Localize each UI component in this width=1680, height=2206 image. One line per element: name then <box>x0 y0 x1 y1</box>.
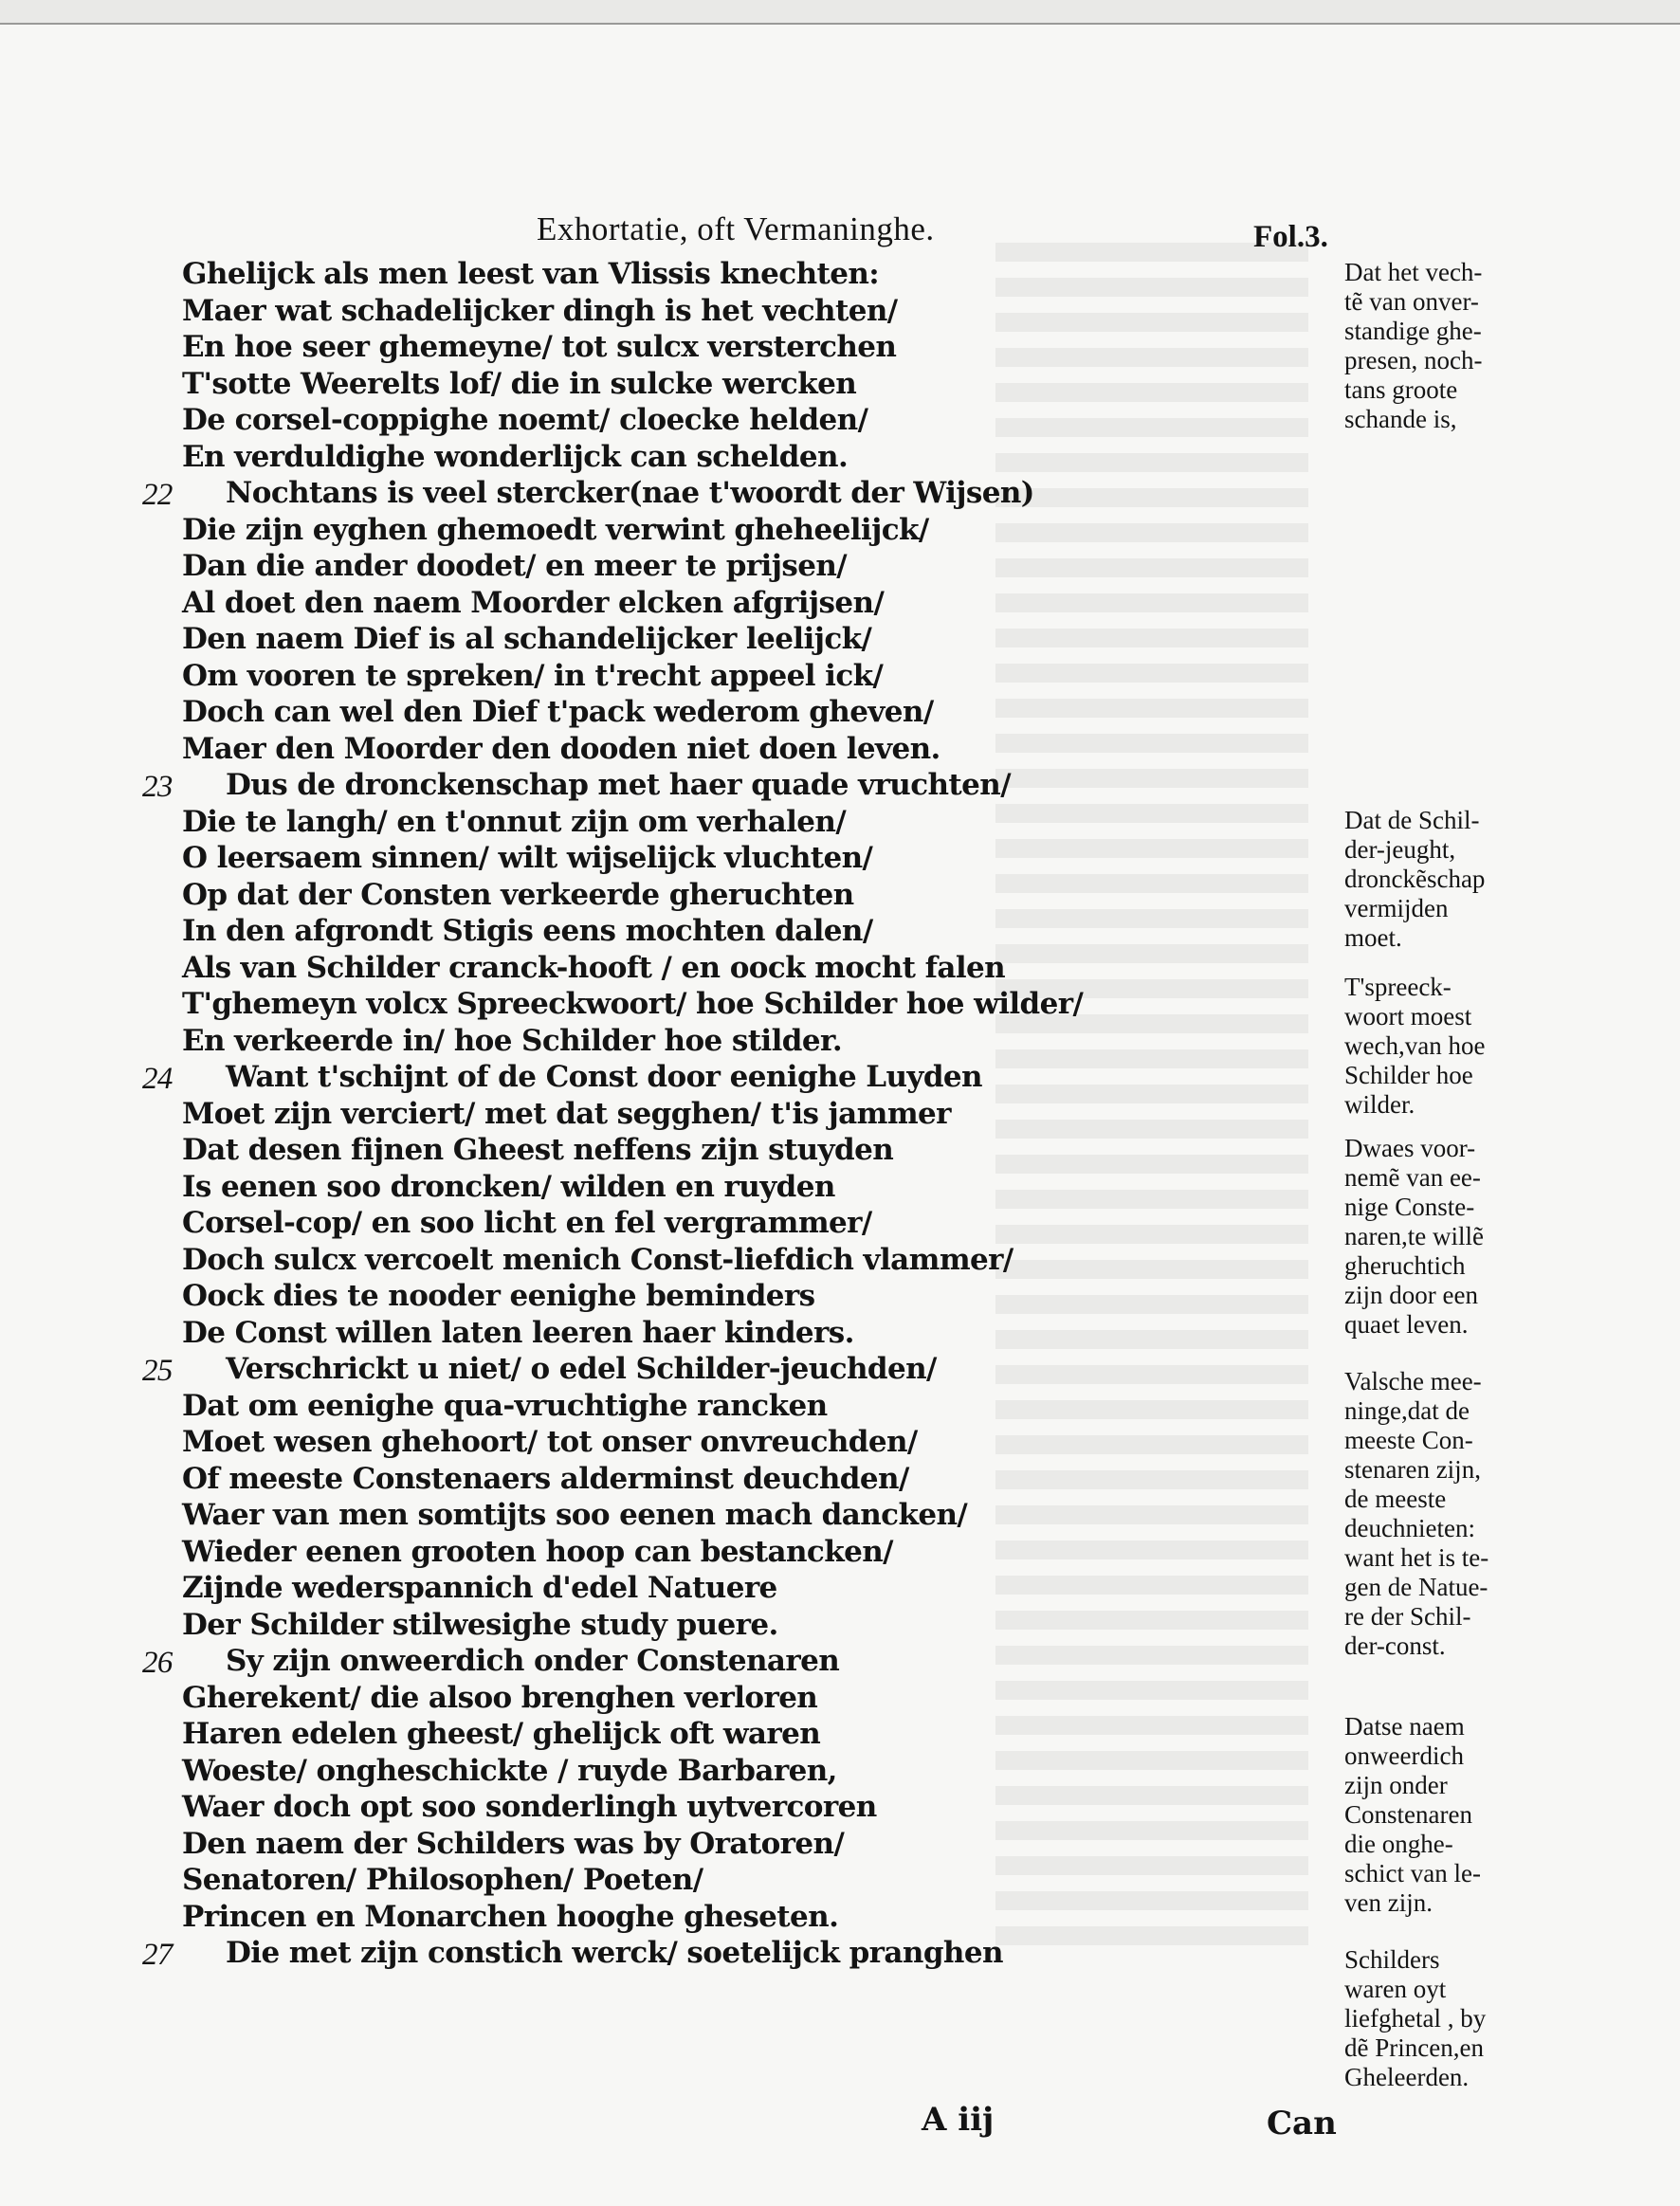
margin-note <box>1344 258 1543 434</box>
margin-note-line: Schilder hoe <box>1344 1061 1473 1089</box>
text-line <box>142 913 1071 950</box>
text-line <box>142 1570 1071 1607</box>
text-line <box>142 439 1071 476</box>
line-text: Den naem Dief is al schandelijcker leelijck/ <box>182 622 872 656</box>
text-line <box>142 1680 1071 1717</box>
margin-note-line: tẽ van onver- <box>1344 287 1479 316</box>
margin-note-line: T'spreeck- <box>1344 973 1452 1001</box>
line-text: Die te langh/ en t'onnut zijn om verhalen/ <box>182 804 847 839</box>
margin-note-line: Gheleerden. <box>1344 2063 1470 2091</box>
text-line <box>142 1278 1071 1315</box>
line-text: Senatoren/ Philosophen/ Poeten/ <box>182 1863 703 1897</box>
line-text: Op dat der Consten verkeerde gheruchten <box>182 877 854 912</box>
text-line <box>142 1059 1071 1096</box>
main-text-block <box>142 256 1084 1972</box>
margin-note-line: presen, noch- <box>1344 346 1483 374</box>
line-text: Dus de dronckenschap met haer quade vruchten/ <box>226 768 1011 802</box>
running-title: Exhortatie, oft Vermaninghe. <box>537 210 935 247</box>
line-text: Doch sulcx vercoelt menich Const-liefdich vlammer/ <box>182 1242 1013 1277</box>
line-text: En verduldighe wonderlijck can schelden. <box>182 439 849 474</box>
line-text: Dat desen fijnen Gheest neffens zijn stuyden <box>182 1133 894 1167</box>
margin-note <box>1344 1945 1543 2092</box>
margin-note-line: de meeste <box>1344 1485 1447 1513</box>
text-line <box>142 1461 1071 1498</box>
line-text: Wieder eenen grooten hoop can bestancken/ <box>182 1534 893 1569</box>
line-text: De corsel-coppighe noemt/ cloecke helden/ <box>182 403 868 437</box>
text-line <box>142 1205 1071 1242</box>
text-line <box>142 548 1071 585</box>
margin-note-line: woort moest <box>1344 1002 1472 1030</box>
text-line <box>142 1643 1071 1680</box>
text-line <box>142 1424 1071 1461</box>
line-text: In den afgrondt Stigis eens mochten dalen/ <box>182 914 873 948</box>
margin-note-line: zijn door een <box>1344 1281 1478 1309</box>
margin-note-line: der-const. <box>1344 1632 1446 1660</box>
text-line <box>142 1242 1071 1279</box>
margin-note-line: wilder. <box>1344 1090 1415 1119</box>
text-line <box>142 1132 1071 1169</box>
text-line <box>142 950 1071 987</box>
text-line <box>142 1935 1071 1972</box>
margin-note-line: zijn onder <box>1344 1771 1448 1799</box>
text-line <box>142 585 1071 622</box>
margin-note-line: gen de Natue- <box>1344 1573 1488 1601</box>
line-text: Waer doch opt soo sonderlingh uytvercoren <box>182 1790 877 1824</box>
signature-mark: A iij <box>922 2101 995 2139</box>
text-line <box>142 658 1071 695</box>
line-text: Zijnde wederspannich d'edel Natuere <box>182 1571 777 1605</box>
line-text: Nochtans is veel stercker(nae t'woordt der Wijsen) <box>226 476 1034 510</box>
line-text: Is eenen soo droncken/ wilden en ruyden <box>182 1169 835 1204</box>
line-text: Maer wat schadelijcker dingh is het vechten/ <box>182 293 898 328</box>
line-text: Der Schilder stilwesighe study puere. <box>182 1607 778 1642</box>
stanza-number: 25 <box>142 1354 173 1388</box>
line-text: En hoe seer ghemeyne/ tot sulcx versterchen <box>182 330 897 364</box>
text-line <box>142 804 1071 841</box>
margin-note-line: gheruchtich <box>1344 1251 1466 1280</box>
margin-note-line: stenaren zijn, <box>1344 1455 1481 1484</box>
margin-note-line: Dat het vech- <box>1344 258 1483 286</box>
catchword: Can <box>1267 2105 1337 2142</box>
text-line <box>142 329 1071 366</box>
line-text: Die zijn eyghen ghemoedt verwint gheheelijck/ <box>182 512 929 547</box>
text-line <box>142 877 1071 914</box>
line-text: O leersaem sinnen/ wilt wijselijck vluchten/ <box>182 841 873 875</box>
margin-note-line: waren oyt <box>1344 1975 1447 2003</box>
line-text: Ghelijck als men leest van Vlissis knechten: <box>182 257 880 291</box>
line-text: T'ghemeyn volcx Spreeckwoort/ hoe Schilder hoe wilder/ <box>182 987 1084 1021</box>
text-line <box>142 1716 1071 1753</box>
line-text: En verkeerde in/ hoe Schilder hoe stilder. <box>182 1023 843 1058</box>
margin-note-line: Dwaes voor- <box>1344 1134 1476 1162</box>
text-line <box>142 512 1071 549</box>
text-line <box>142 694 1071 731</box>
margin-note <box>1344 1134 1543 1340</box>
margin-note-line: tans groote <box>1344 375 1458 404</box>
line-text: Verschrickt u niet/ o edel Schilder-jeuchden/ <box>226 1352 937 1386</box>
margin-note-line: der-jeught, <box>1344 835 1456 864</box>
line-text: Die met zijn constich werck/ soetelijck pranghen <box>226 1936 1003 1970</box>
margin-note-line: want het is te- <box>1344 1543 1489 1572</box>
line-text: T'sotte Weerelts lof/ die in sulcke wercken <box>182 366 857 401</box>
text-line <box>142 621 1071 658</box>
margin-note-line: dẽ Princen,en <box>1344 2033 1484 2062</box>
text-line <box>142 731 1071 768</box>
line-text: Princen en Monarchen hooghe gheseten. <box>182 1899 839 1934</box>
margin-note-line: die onghe- <box>1344 1830 1453 1858</box>
text-line <box>142 767 1071 804</box>
margin-note <box>1344 1712 1543 1918</box>
margin-note-line: Datse naem <box>1344 1712 1465 1741</box>
line-text: Al doet den naem Moorder elcken afgrijsen/ <box>182 585 885 620</box>
book-page <box>0 23 1680 2206</box>
margin-note-line: Dat de Schil- <box>1344 806 1480 834</box>
text-line <box>142 840 1071 877</box>
margin-note-line: ninge,dat de <box>1344 1396 1470 1425</box>
text-line <box>142 366 1071 403</box>
stanza-number: 22 <box>142 478 173 512</box>
text-line <box>142 1023 1071 1060</box>
folio-number: Fol.3. <box>1253 220 1328 254</box>
stanza-number: 27 <box>142 1938 173 1972</box>
text-line <box>142 1862 1071 1899</box>
margin-note-line: naren,te willẽ <box>1344 1222 1484 1250</box>
text-line <box>142 1096 1071 1133</box>
line-text: Maer den Moorder den dooden niet doen leven. <box>182 731 940 766</box>
margin-note-line: nige Conste- <box>1344 1193 1475 1221</box>
line-text: Corsel-cop/ en soo licht en fel vergrammer/ <box>182 1206 872 1240</box>
margin-note-line: liefghetal , by <box>1344 2004 1487 2033</box>
line-text: Moet zijn verciert/ met dat segghen/ t'is jammer <box>182 1096 951 1131</box>
margin-note-line: schict van le- <box>1344 1859 1481 1887</box>
line-text: Gherekent/ die alsoo brenghen verloren <box>182 1680 818 1715</box>
line-text: Dan die ander doodet/ en meer te prijsen/ <box>182 549 847 583</box>
text-line <box>142 1497 1071 1534</box>
line-text: Om vooren te spreken/ in t'recht appeel ick/ <box>182 658 884 693</box>
stanza-number: 24 <box>142 1062 173 1096</box>
stanza-number: 26 <box>142 1646 173 1680</box>
text-line <box>142 1826 1071 1863</box>
text-line <box>142 1789 1071 1826</box>
line-text: Haren edelen gheest/ ghelijck oft waren <box>182 1717 821 1751</box>
line-text: Woeste/ ongheschickte / ruyde Barbaren, <box>182 1753 837 1788</box>
line-text: Den naem der Schilders was by Oratoren/ <box>182 1826 845 1861</box>
text-line <box>142 1607 1071 1644</box>
stanza-number: 23 <box>142 770 173 804</box>
margin-note-line: moet. <box>1344 923 1402 952</box>
text-line <box>142 1899 1071 1936</box>
text-line <box>142 1388 1071 1425</box>
margin-note-line: deuchnieten: <box>1344 1514 1475 1542</box>
margin-note-line: Constenaren <box>1344 1800 1472 1829</box>
margin-note <box>1344 806 1543 953</box>
line-text: Sy zijn onweerdich onder Constenaren <box>226 1644 840 1678</box>
text-line <box>142 293 1071 330</box>
margin-note-line: Schilders <box>1344 1945 1440 1974</box>
margin-note-line: re der Schil- <box>1344 1602 1471 1631</box>
margin-note-line: meeste Con- <box>1344 1426 1473 1454</box>
line-text: Want t'schijnt of de Const door eenighe Luyden <box>226 1060 982 1094</box>
line-text: Als van Schilder cranck-hooft / en oock mocht falen <box>182 950 1006 985</box>
margin-note-line: onweerdich <box>1344 1741 1464 1770</box>
margin-note-line: wech,van hoe <box>1344 1031 1486 1060</box>
margin-note-line: ven zijn. <box>1344 1888 1433 1917</box>
text-line <box>142 1351 1071 1388</box>
line-text: Moet wesen ghehoort/ tot onser onvreuchden/ <box>182 1425 918 1459</box>
page-footer <box>0 2101 1680 2158</box>
line-text: De Const willen laten leeren haer kinders. <box>182 1315 854 1350</box>
line-text: Oock dies te nooder eenighe beminders <box>182 1279 815 1313</box>
text-line <box>142 1753 1071 1790</box>
margin-note-line: standige ghe- <box>1344 317 1482 345</box>
margin-note-line: Valsche mee- <box>1344 1367 1482 1395</box>
text-line <box>142 1534 1071 1571</box>
margin-notes <box>1344 25 1543 2205</box>
margin-note-line: vermijden <box>1344 894 1449 922</box>
margin-note-line: nemẽ van ee- <box>1344 1163 1481 1192</box>
line-text: Doch can wel den Dief t'pack wederom gheven/ <box>182 695 934 729</box>
text-line <box>142 1169 1071 1206</box>
text-line <box>142 475 1071 512</box>
text-line <box>142 256 1071 293</box>
text-line <box>142 402 1071 439</box>
margin-note <box>1344 1367 1543 1661</box>
margin-note-line: schande is, <box>1344 405 1457 433</box>
margin-note-line: dronckẽschap <box>1344 865 1486 893</box>
text-line <box>142 1315 1071 1352</box>
margin-note <box>1344 973 1543 1120</box>
line-text: Of meeste Constenaers alderminst deuchden/ <box>182 1461 909 1496</box>
line-text: Waer van men somtijts soo eenen mach dancken/ <box>182 1498 968 1532</box>
margin-note-line: quaet leven. <box>1344 1310 1469 1339</box>
text-line <box>142 986 1084 1023</box>
line-text: Dat om eenighe qua-vruchtighe rancken <box>182 1388 828 1423</box>
